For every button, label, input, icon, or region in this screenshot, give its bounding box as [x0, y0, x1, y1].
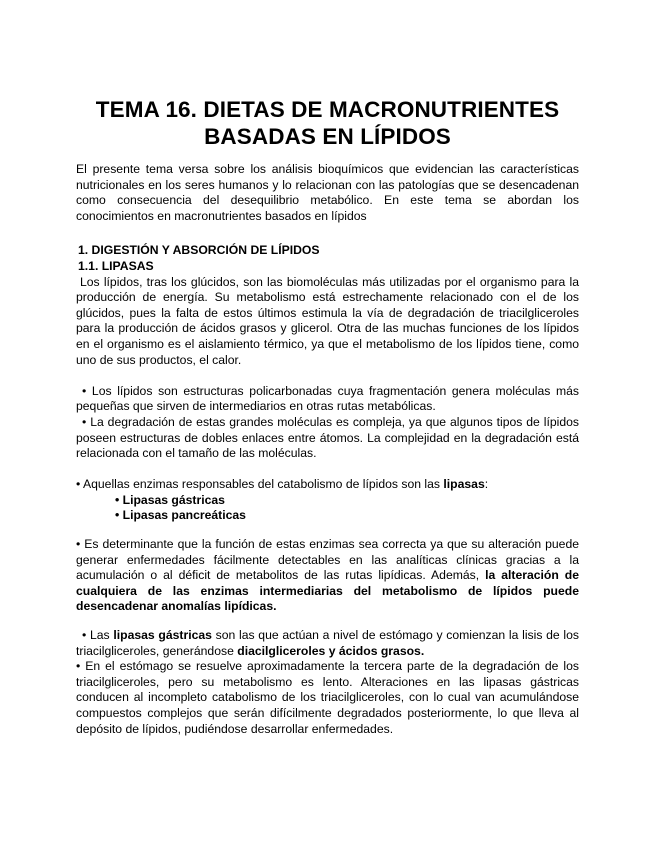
- bullet-lipases-intro: [76, 477, 579, 493]
- bullet-enzyme-function: [76, 537, 579, 615]
- bullet-lipases-term: lipasas: [443, 477, 485, 492]
- bullet-gastric-prefix: • Las: [82, 628, 114, 643]
- intro-paragraph: El presente tema versa sobre los análisis bioquímicos que evidencian las características nutricionales en los seres humanos y lo relacionan con las patologías que se desencadenan como consecuencia del desequilibrio metabólico. En este tema se abordan los conocimientos en macronutrientes basados en lípidos: [76, 162, 579, 223]
- title-line-1: TEMA 16. DIETAS DE MACRONUTRIENTES: [95, 97, 560, 122]
- bullet-enzyme-function-emphasis: la alteración de cualquiera de las enzimas intermediarias del metabolismo de lípidos puede desencadenar anomalías lipídicas.: [76, 568, 580, 614]
- lipids-energy-paragraph: Los lípidos, tras los glúcidos, son las biomoléculas más utilizadas por el organismo para la producción de energía. Su metabolismo está estrechamente relacionado con el de los glúcidos, pues la falta de estos últimos estimula la vía de degradación de triacilgliceroles para la producción de ácidos grasos y glicerol. Otra de las muchas funciones de los lípidos en el organismo es el aislamiento térmico, ya que el metabolismo de los lípidos tiene, como uno de sus productos, el calor.: [76, 274, 579, 367]
- section-heading: 1. DIGESTIÓN Y ABSORCIÓN DE LÍPIDOS: [78, 243, 320, 258]
- bullet-degradation-complexity: • La degradación de estas grandes moléculas es compleja, ya que algunos tipos de lípidos poseen estructuras de dobles enlaces entre átomos. La complejidad en la degradación está relacionada con el tamaño de las moléculas.: [76, 414, 579, 461]
- bullet-gastric-term: lipasas gástricas: [113, 628, 212, 643]
- bullet-gastric-lipases: [76, 628, 579, 659]
- bullet-stomach-degradation: • En el estómago se resuelve aproximadamente la tercera parte de la degradación de los triacilgliceroles, pero su metabolismo es lento. Alteraciones en las lipasas gástricas conducen al incompleto catabolismo de los triacilgliceroles, con lo cual van acumulándose compuestos complejos que serán difícilmente degradados posteriormente, lo que lleva al depósito de lípidos, pudiéndose desarrollar enfermedades.: [76, 659, 579, 736]
- bullet-lipases-suffix: :: [484, 477, 489, 492]
- bullet-lipases-prefix: • Aquellas enzimas responsables del catabolismo de lípidos son las: [76, 477, 444, 492]
- list-item-pancreatic-lipases: • Lipasas pancreáticas: [115, 508, 579, 524]
- bullet-enzyme-function-text: • Es determinante que la función de estas enzimas sea correcta ya que su alteración puede generar enfermedades fácilmente detectables en las analíticas clínicas gracias a la acumulación o al déficit de metabolitos de las rutas lipídicas. Además,: [76, 537, 579, 583]
- document-title: [76, 96, 579, 150]
- list-item-gastric-lipases: • Lipasas gástricas: [115, 493, 579, 509]
- bullet-gastric-mid: son las que actúan a nivel de estómago y comienzan la lisis de los triacilgliceroles, generándose: [76, 628, 579, 658]
- lipase-types-list: [76, 493, 579, 524]
- bullet-polycarbon-structures: • Los lípidos son estructuras policarbonadas cuya fragmentación genera moléculas más pequeñas que sirven de intermediarios en otras rutas metabólicas.: [76, 383, 579, 414]
- subsection-heading: 1.1. LIPASAS: [78, 258, 154, 273]
- document-page: [76, 96, 579, 737]
- bullet-gastric-products: diacilgliceroles y ácidos grasos.: [237, 643, 425, 658]
- title-line-2: BASADAS EN LÍPIDOS: [204, 124, 451, 149]
